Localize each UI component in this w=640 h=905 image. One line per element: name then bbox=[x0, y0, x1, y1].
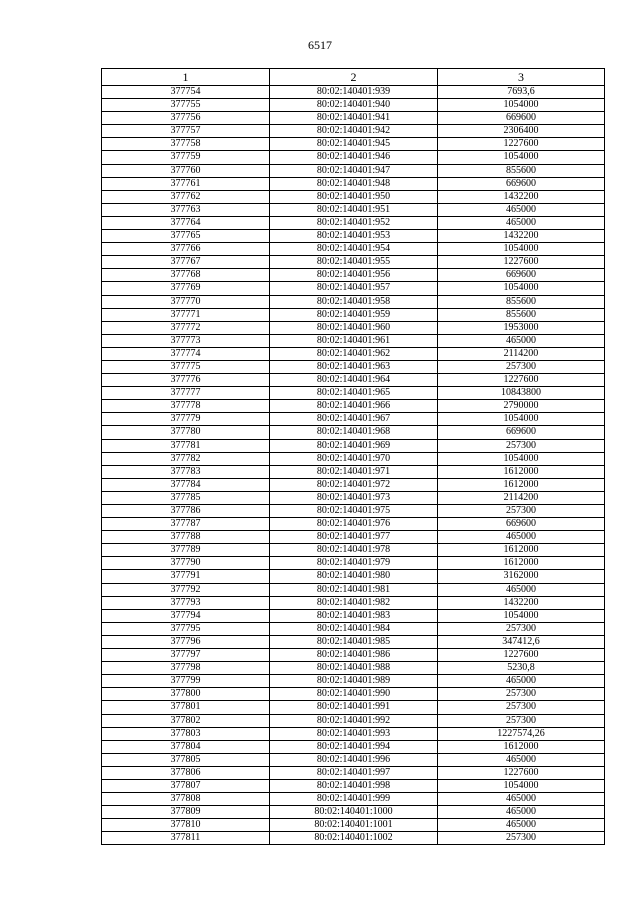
row-number-cell: 377760 bbox=[102, 164, 270, 177]
table-row bbox=[102, 347, 605, 360]
value-cell: 1432200 bbox=[438, 596, 605, 609]
value-cell: 2114200 bbox=[438, 347, 605, 360]
table-row bbox=[102, 334, 605, 347]
row-number-cell: 377764 bbox=[102, 216, 270, 229]
cadastral-number-cell: 80:02:140401:1001 bbox=[270, 819, 438, 832]
row-number-cell: 377791 bbox=[102, 570, 270, 583]
cadastral-number-cell: 80:02:140401:964 bbox=[270, 374, 438, 387]
cadastral-number-cell: 80:02:140401:968 bbox=[270, 426, 438, 439]
row-number-cell: 377758 bbox=[102, 138, 270, 151]
table-row bbox=[102, 321, 605, 334]
cadastral-number-cell: 80:02:140401:985 bbox=[270, 635, 438, 648]
value-cell: 1227574,26 bbox=[438, 727, 605, 740]
table-row bbox=[102, 688, 605, 701]
table-row bbox=[102, 164, 605, 177]
value-cell: 1227600 bbox=[438, 256, 605, 269]
value-cell: 1054000 bbox=[438, 99, 605, 112]
table-row bbox=[102, 491, 605, 504]
value-cell: 1054000 bbox=[438, 243, 605, 256]
cadastral-number-cell: 80:02:140401:979 bbox=[270, 557, 438, 570]
value-cell: 465000 bbox=[438, 334, 605, 347]
value-cell: 7693,6 bbox=[438, 86, 605, 99]
row-number-cell: 377772 bbox=[102, 321, 270, 334]
value-cell: 2114200 bbox=[438, 491, 605, 504]
value-cell: 1227600 bbox=[438, 138, 605, 151]
row-number-cell: 377759 bbox=[102, 151, 270, 164]
column-header-3: 3 bbox=[438, 69, 605, 86]
value-cell: 347412,6 bbox=[438, 635, 605, 648]
value-cell: 1227600 bbox=[438, 374, 605, 387]
table-row bbox=[102, 86, 605, 99]
value-cell: 2306400 bbox=[438, 125, 605, 138]
value-cell: 257300 bbox=[438, 505, 605, 518]
cadastral-number-cell: 80:02:140401:963 bbox=[270, 360, 438, 373]
value-cell: 465000 bbox=[438, 793, 605, 806]
value-cell: 855600 bbox=[438, 164, 605, 177]
value-cell: 465000 bbox=[438, 675, 605, 688]
table-row bbox=[102, 753, 605, 766]
value-cell: 465000 bbox=[438, 753, 605, 766]
table-row bbox=[102, 230, 605, 243]
row-number-cell: 377798 bbox=[102, 662, 270, 675]
table-row bbox=[102, 557, 605, 570]
cadastral-number-cell: 80:02:140401:991 bbox=[270, 701, 438, 714]
row-number-cell: 377783 bbox=[102, 465, 270, 478]
table-row bbox=[102, 360, 605, 373]
row-number-cell: 377801 bbox=[102, 701, 270, 714]
table-row bbox=[102, 112, 605, 125]
value-cell: 465000 bbox=[438, 806, 605, 819]
row-number-cell: 377807 bbox=[102, 779, 270, 792]
value-cell: 1432200 bbox=[438, 190, 605, 203]
row-number-cell: 377790 bbox=[102, 557, 270, 570]
cadastral-number-cell: 80:02:140401:1000 bbox=[270, 806, 438, 819]
value-cell: 1054000 bbox=[438, 779, 605, 792]
row-number-cell: 377786 bbox=[102, 505, 270, 518]
cadastral-number-cell: 80:02:140401:996 bbox=[270, 753, 438, 766]
table-row bbox=[102, 518, 605, 531]
table-row bbox=[102, 256, 605, 269]
cadastral-number-cell: 80:02:140401:982 bbox=[270, 596, 438, 609]
table-row bbox=[102, 635, 605, 648]
cadastral-number-cell: 80:02:140401:942 bbox=[270, 125, 438, 138]
cadastral-number-cell: 80:02:140401:945 bbox=[270, 138, 438, 151]
table-row bbox=[102, 177, 605, 190]
table-row bbox=[102, 243, 605, 256]
value-cell: 1612000 bbox=[438, 478, 605, 491]
row-number-cell: 377770 bbox=[102, 295, 270, 308]
cadastral-number-cell: 80:02:140401:956 bbox=[270, 269, 438, 282]
table-row bbox=[102, 505, 605, 518]
table-row bbox=[102, 806, 605, 819]
table-row bbox=[102, 374, 605, 387]
table-row bbox=[102, 675, 605, 688]
value-cell: 669600 bbox=[438, 269, 605, 282]
row-number-cell: 377788 bbox=[102, 531, 270, 544]
table-row bbox=[102, 216, 605, 229]
value-cell: 1054000 bbox=[438, 609, 605, 622]
row-number-cell: 377767 bbox=[102, 256, 270, 269]
cadastral-number-cell: 80:02:140401:941 bbox=[270, 112, 438, 125]
value-cell: 10843800 bbox=[438, 387, 605, 400]
cadastral-number-cell: 80:02:140401:962 bbox=[270, 347, 438, 360]
cadastral-number-cell: 80:02:140401:978 bbox=[270, 544, 438, 557]
cadastral-number-cell: 80:02:140401:975 bbox=[270, 505, 438, 518]
row-number-cell: 377762 bbox=[102, 190, 270, 203]
value-cell: 3162000 bbox=[438, 570, 605, 583]
value-cell: 257300 bbox=[438, 688, 605, 701]
value-cell: 257300 bbox=[438, 701, 605, 714]
cadastral-number-cell: 80:02:140401:993 bbox=[270, 727, 438, 740]
row-number-cell: 377781 bbox=[102, 439, 270, 452]
value-cell: 669600 bbox=[438, 518, 605, 531]
row-number-cell: 377808 bbox=[102, 793, 270, 806]
value-cell: 1953000 bbox=[438, 321, 605, 334]
table-row bbox=[102, 190, 605, 203]
table-row bbox=[102, 701, 605, 714]
row-number-cell: 377776 bbox=[102, 374, 270, 387]
data-table bbox=[101, 68, 605, 845]
value-cell: 257300 bbox=[438, 832, 605, 845]
cadastral-number-cell: 80:02:140401:998 bbox=[270, 779, 438, 792]
value-cell: 1432200 bbox=[438, 230, 605, 243]
table-row bbox=[102, 596, 605, 609]
column-header-2: 2 bbox=[270, 69, 438, 86]
table-row bbox=[102, 622, 605, 635]
cadastral-number-cell: 80:02:140401:994 bbox=[270, 740, 438, 753]
cadastral-number-cell: 80:02:140401:976 bbox=[270, 518, 438, 531]
row-number-cell: 377780 bbox=[102, 426, 270, 439]
cadastral-number-cell: 80:02:140401:1002 bbox=[270, 832, 438, 845]
cadastral-number-cell: 80:02:140401:986 bbox=[270, 649, 438, 662]
row-number-cell: 377784 bbox=[102, 478, 270, 491]
cadastral-number-cell: 80:02:140401:953 bbox=[270, 230, 438, 243]
cadastral-number-cell: 80:02:140401:989 bbox=[270, 675, 438, 688]
cadastral-number-cell: 80:02:140401:966 bbox=[270, 400, 438, 413]
row-number-cell: 377802 bbox=[102, 714, 270, 727]
value-cell: 257300 bbox=[438, 439, 605, 452]
row-number-cell: 377793 bbox=[102, 596, 270, 609]
table-row bbox=[102, 439, 605, 452]
table-row bbox=[102, 714, 605, 727]
cadastral-number-cell: 80:02:140401:971 bbox=[270, 465, 438, 478]
cadastral-number-cell: 80:02:140401:951 bbox=[270, 203, 438, 216]
row-number-cell: 377774 bbox=[102, 347, 270, 360]
table-row bbox=[102, 727, 605, 740]
row-number-cell: 377763 bbox=[102, 203, 270, 216]
table-row bbox=[102, 400, 605, 413]
row-number-cell: 377777 bbox=[102, 387, 270, 400]
row-number-cell: 377757 bbox=[102, 125, 270, 138]
row-number-cell: 377773 bbox=[102, 334, 270, 347]
table-row bbox=[102, 662, 605, 675]
row-number-cell: 377756 bbox=[102, 112, 270, 125]
cadastral-number-cell: 80:02:140401:967 bbox=[270, 413, 438, 426]
row-number-cell: 377768 bbox=[102, 269, 270, 282]
row-number-cell: 377809 bbox=[102, 806, 270, 819]
row-number-cell: 377803 bbox=[102, 727, 270, 740]
row-number-cell: 377789 bbox=[102, 544, 270, 557]
cadastral-number-cell: 80:02:140401:990 bbox=[270, 688, 438, 701]
row-number-cell: 377778 bbox=[102, 400, 270, 413]
table-row bbox=[102, 793, 605, 806]
row-number-cell: 377797 bbox=[102, 649, 270, 662]
table-row bbox=[102, 99, 605, 112]
value-cell: 465000 bbox=[438, 531, 605, 544]
cadastral-number-cell: 80:02:140401:955 bbox=[270, 256, 438, 269]
cadastral-number-cell: 80:02:140401:984 bbox=[270, 622, 438, 635]
value-cell: 465000 bbox=[438, 216, 605, 229]
cadastral-number-cell: 80:02:140401:999 bbox=[270, 793, 438, 806]
cadastral-number-cell: 80:02:140401:939 bbox=[270, 86, 438, 99]
value-cell: 855600 bbox=[438, 308, 605, 321]
table-row bbox=[102, 766, 605, 779]
cadastral-number-cell: 80:02:140401:947 bbox=[270, 164, 438, 177]
row-number-cell: 377795 bbox=[102, 622, 270, 635]
row-number-cell: 377805 bbox=[102, 753, 270, 766]
row-number-cell: 377769 bbox=[102, 282, 270, 295]
value-cell: 1612000 bbox=[438, 740, 605, 753]
cadastral-number-cell: 80:02:140401:946 bbox=[270, 151, 438, 164]
cadastral-number-cell: 80:02:140401:960 bbox=[270, 321, 438, 334]
value-cell: 257300 bbox=[438, 622, 605, 635]
value-cell: 1612000 bbox=[438, 465, 605, 478]
table-row bbox=[102, 125, 605, 138]
page-number: 6517 bbox=[308, 38, 332, 52]
row-number-cell: 377787 bbox=[102, 518, 270, 531]
table-row bbox=[102, 478, 605, 491]
cadastral-number-cell: 80:02:140401:954 bbox=[270, 243, 438, 256]
row-number-cell: 377785 bbox=[102, 491, 270, 504]
cadastral-number-cell: 80:02:140401:952 bbox=[270, 216, 438, 229]
row-number-cell: 377792 bbox=[102, 583, 270, 596]
value-cell: 669600 bbox=[438, 112, 605, 125]
value-cell: 1612000 bbox=[438, 557, 605, 570]
table-row bbox=[102, 138, 605, 151]
row-number-cell: 377766 bbox=[102, 243, 270, 256]
table-row bbox=[102, 832, 605, 845]
table-row bbox=[102, 308, 605, 321]
value-cell: 5230,8 bbox=[438, 662, 605, 675]
table-row bbox=[102, 151, 605, 164]
row-number-cell: 377779 bbox=[102, 413, 270, 426]
value-cell: 1227600 bbox=[438, 766, 605, 779]
row-number-cell: 377799 bbox=[102, 675, 270, 688]
row-number-cell: 377806 bbox=[102, 766, 270, 779]
value-cell: 1227600 bbox=[438, 649, 605, 662]
value-cell: 465000 bbox=[438, 819, 605, 832]
cadastral-number-cell: 80:02:140401:973 bbox=[270, 491, 438, 504]
cadastral-number-cell: 80:02:140401:997 bbox=[270, 766, 438, 779]
table-row bbox=[102, 269, 605, 282]
value-cell: 1612000 bbox=[438, 544, 605, 557]
row-number-cell: 377771 bbox=[102, 308, 270, 321]
row-number-cell: 377810 bbox=[102, 819, 270, 832]
value-cell: 855600 bbox=[438, 295, 605, 308]
row-number-cell: 377782 bbox=[102, 452, 270, 465]
cadastral-number-cell: 80:02:140401:948 bbox=[270, 177, 438, 190]
cadastral-number-cell: 80:02:140401:988 bbox=[270, 662, 438, 675]
value-cell: 465000 bbox=[438, 203, 605, 216]
cadastral-number-cell: 80:02:140401:970 bbox=[270, 452, 438, 465]
cadastral-number-cell: 80:02:140401:977 bbox=[270, 531, 438, 544]
value-cell: 669600 bbox=[438, 426, 605, 439]
cadastral-number-cell: 80:02:140401:965 bbox=[270, 387, 438, 400]
cadastral-number-cell: 80:02:140401:972 bbox=[270, 478, 438, 491]
table-row bbox=[102, 570, 605, 583]
cadastral-number-cell: 80:02:140401:950 bbox=[270, 190, 438, 203]
cadastral-number-cell: 80:02:140401:969 bbox=[270, 439, 438, 452]
value-cell: 257300 bbox=[438, 360, 605, 373]
row-number-cell: 377765 bbox=[102, 230, 270, 243]
row-number-cell: 377754 bbox=[102, 86, 270, 99]
cadastral-number-cell: 80:02:140401:959 bbox=[270, 308, 438, 321]
value-cell: 257300 bbox=[438, 714, 605, 727]
row-number-cell: 377804 bbox=[102, 740, 270, 753]
row-number-cell: 377796 bbox=[102, 635, 270, 648]
table-body bbox=[102, 86, 605, 845]
cadastral-number-cell: 80:02:140401:961 bbox=[270, 334, 438, 347]
table-row bbox=[102, 413, 605, 426]
cadastral-number-cell: 80:02:140401:981 bbox=[270, 583, 438, 596]
value-cell: 1054000 bbox=[438, 282, 605, 295]
value-cell: 2790000 bbox=[438, 400, 605, 413]
header-row bbox=[102, 69, 605, 86]
table-row bbox=[102, 203, 605, 216]
table-row bbox=[102, 465, 605, 478]
row-number-cell: 377794 bbox=[102, 609, 270, 622]
table-row bbox=[102, 282, 605, 295]
value-cell: 1054000 bbox=[438, 151, 605, 164]
table-row bbox=[102, 295, 605, 308]
row-number-cell: 377811 bbox=[102, 832, 270, 845]
table-row bbox=[102, 740, 605, 753]
table-row bbox=[102, 426, 605, 439]
table-row bbox=[102, 649, 605, 662]
row-number-cell: 377755 bbox=[102, 99, 270, 112]
cadastral-number-cell: 80:02:140401:940 bbox=[270, 99, 438, 112]
table-row bbox=[102, 531, 605, 544]
cadastral-number-cell: 80:02:140401:958 bbox=[270, 295, 438, 308]
table-header bbox=[102, 69, 605, 86]
cadastral-number-cell: 80:02:140401:983 bbox=[270, 609, 438, 622]
table-row bbox=[102, 452, 605, 465]
row-number-cell: 377800 bbox=[102, 688, 270, 701]
cadastral-number-cell: 80:02:140401:957 bbox=[270, 282, 438, 295]
value-cell: 465000 bbox=[438, 583, 605, 596]
row-number-cell: 377775 bbox=[102, 360, 270, 373]
table-row bbox=[102, 583, 605, 596]
table-row bbox=[102, 609, 605, 622]
table-row bbox=[102, 819, 605, 832]
table-row bbox=[102, 779, 605, 792]
value-cell: 669600 bbox=[438, 177, 605, 190]
value-cell: 1054000 bbox=[438, 452, 605, 465]
column-header-1: 1 bbox=[102, 69, 270, 86]
table-row bbox=[102, 387, 605, 400]
value-cell: 1054000 bbox=[438, 413, 605, 426]
row-number-cell: 377761 bbox=[102, 177, 270, 190]
cadastral-number-cell: 80:02:140401:992 bbox=[270, 714, 438, 727]
cadastral-number-cell: 80:02:140401:980 bbox=[270, 570, 438, 583]
table-row bbox=[102, 544, 605, 557]
